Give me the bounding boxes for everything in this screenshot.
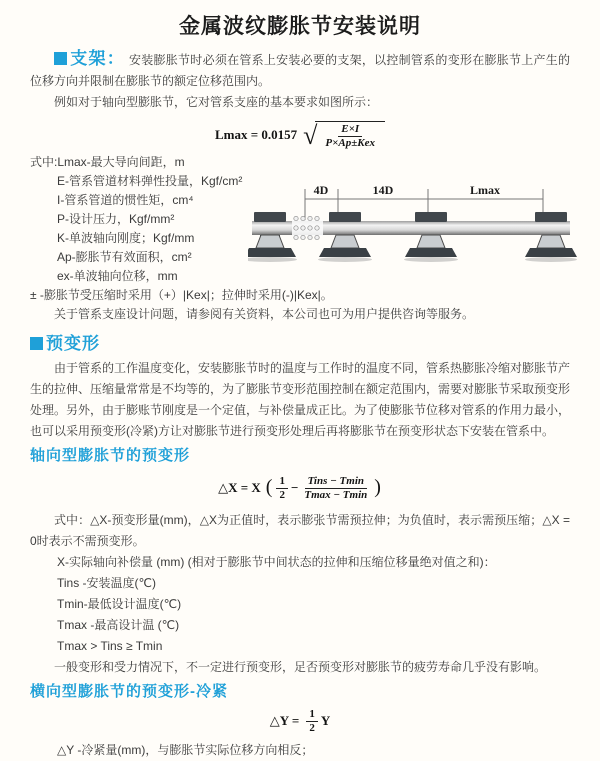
page-title: 金属波纹膨胀节安装说明 [179, 15, 421, 38]
section-bullet-icon [30, 337, 43, 350]
dimension-label-4d: 4D [313, 183, 329, 197]
definition-line: X-实际轴向补偿量 (mm) (相对于膨胀节中间状态的拉伸和压缩位移量绝对值之和)： [57, 555, 496, 569]
formula-lhs: △Y = [269, 713, 300, 728]
bellows-icon [292, 216, 323, 239]
open-paren: ( [265, 475, 273, 498]
section-bullet-icon [54, 52, 67, 65]
guide-support [525, 212, 577, 262]
axial-explain-paragraph: 式中：△X-预变形量(mm)，△X为正值时，表示膨张节需预拉伸；为负值时，表示需预压缩；△X = 0时表示不需预变形。 [30, 513, 570, 548]
fraction-denominator: Tmax − Tmin [304, 488, 368, 501]
guide-spacing-formula [30, 119, 570, 151]
predeform-heading-text: 预变形 [46, 334, 100, 353]
half-fraction [276, 475, 288, 502]
support-example-line: 例如对于轴向型膨胀节，它对管系支座的基本要求如图所示： [54, 95, 379, 109]
fraction-denominator: 2 [309, 721, 315, 734]
support-closing-line: 关于管系支座设计问题，请参阅有关资料，本公司也可为用户提供咨询等服务。 [54, 307, 475, 321]
definition-line: P-设计压力，Kgf/mm² [57, 212, 175, 226]
lateral-subsection-heading: 横向型膨胀节的预变形-冷紧 [30, 683, 228, 700]
lateral-coldpull-formula [30, 706, 570, 736]
close-paren: ) [374, 475, 381, 498]
variable-definitions-block [30, 153, 570, 324]
support-intro-paragraph [30, 48, 570, 92]
guide-support [404, 212, 458, 262]
axial-subsection-heading: 轴向型膨胀节的预变形 [30, 447, 191, 464]
predeform-section-heading [30, 332, 570, 356]
definition-line: Tmax > Tins ≥ Tmin [57, 639, 163, 653]
lateral-note: △Y -冷紧量(mm)，与膨胀节实际位移方向相反； [57, 743, 314, 757]
fraction-denominator: P×Ap±Kex [325, 136, 376, 149]
axial-note: 一般变形和受力情况下，不一定进行预变形，足否预变形对膨胀节的疲劳寿命几乎没有影响。 [54, 660, 547, 674]
definition-line: ± -膨胀节受压缩时采用（+）|Kex|；拉伸时采用(-)|Kex|。 [30, 288, 333, 302]
definition-line: Ap-膨胀节有效面积，cm² [57, 250, 192, 264]
definition-line: Tmax -最高设计温 (℃) [57, 618, 180, 632]
temperature-fraction [301, 475, 370, 502]
fraction-numerator: 1 [276, 475, 288, 489]
fraction-numerator: 1 [306, 708, 318, 722]
fraction-numerator: E×I [338, 123, 362, 137]
definition-line: ex-单波轴向位移，mm [57, 269, 178, 283]
definition-line: Tmin-最低设计温度(℃) [57, 597, 182, 611]
definition-line: K-单波轴向刚度；Kgf/mm [57, 231, 195, 245]
pipe-support-diagram [248, 181, 578, 281]
formula-lhs: Lmax = 0.0157 [214, 127, 298, 142]
formula-rhs: Y [320, 713, 331, 728]
fraction-denominator: 2 [279, 488, 285, 501]
radical-sign: √ [303, 121, 318, 150]
guide-support [318, 212, 372, 262]
dimension-label-lmax: Lmax [470, 183, 500, 197]
definition-line: 式中:Lmax-最大导向间距，m [30, 155, 185, 169]
support-intro-text: 安装膨胀节时必须在管系上安装必要的支架，以控制管系的变形在膨胀节上产生的位移方向并限制在膨胀节的额定位移范围内。 [30, 53, 570, 88]
formula-lhs: △X = X [218, 480, 261, 495]
pipe-support-diagram-svg [248, 181, 578, 281]
minus-sign: − [290, 480, 299, 495]
axial-predeform-formula [30, 470, 570, 506]
half-fraction [306, 708, 318, 735]
predeform-paragraph: 由于管系的工作温度变化，安装膨胀节时的温度与工作时的温度不同，管系热膨胀冷缩对膨胀节产生的拉伸、压缩量常常是不均等的，为了膨胀节变形范围控制在额定范围内，需要对膨胀节采取预变形处理。另外，由于膨账节刚度是一个定值，与补偿量成正比。为了使膨胀节位移对管系的作用力最小，也可以采用预变形(冷紧)方让对膨胀节进行预变形处理后再将膨胀节在预变形状态下安装在管系中。 [30, 361, 571, 438]
definition-line: I-管系管道的惯性矩，cm⁴ [57, 193, 194, 207]
fraction-numerator: Tins − Tmin [305, 475, 367, 489]
support-section-heading: 支架： [70, 49, 126, 68]
formula-fraction [322, 123, 378, 150]
dimension-label-14d: 14D [372, 183, 394, 197]
definition-line: E-管系管道材料弹性投量，Kgf/cm² [57, 174, 243, 188]
radical-body [315, 121, 385, 150]
anchor-support [248, 212, 297, 262]
definition-line: Tins -安装温度(℃) [57, 576, 157, 590]
